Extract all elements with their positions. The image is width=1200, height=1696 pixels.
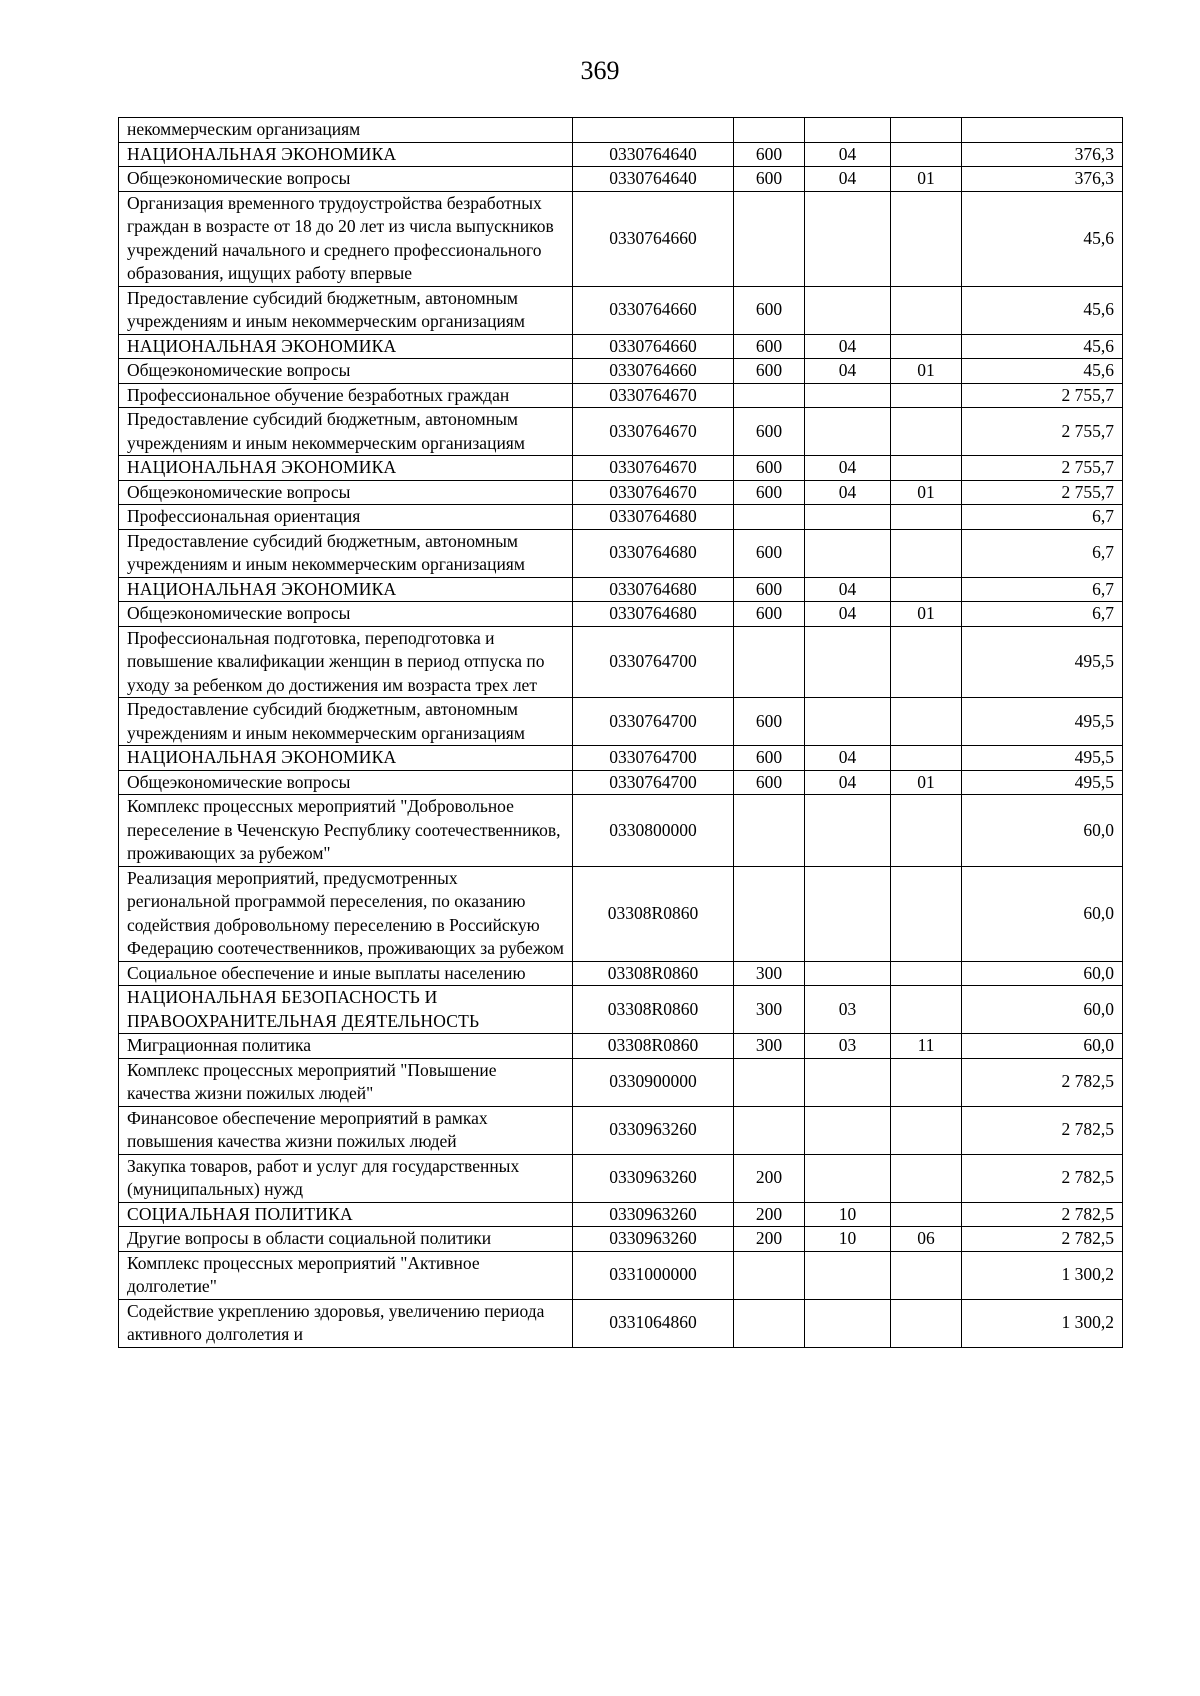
row-subsection-cell: 01 [891, 359, 962, 384]
table-row [119, 1299, 1123, 1347]
row-code-cell: 0330764670 [573, 480, 734, 505]
row-section-cell [805, 795, 891, 867]
page-number: 369 [580, 56, 620, 85]
table-row [119, 142, 1123, 167]
row-subsection-cell [891, 626, 962, 698]
table-row [119, 359, 1123, 384]
row-expense-type-cell: 200 [734, 1154, 805, 1202]
row-subsection-cell [891, 866, 962, 961]
row-name-cell: НАЦИОНАЛЬНАЯ ЭКОНОМИКА [119, 577, 573, 602]
row-amount-cell: 1 300,2 [962, 1299, 1123, 1347]
row-code-cell: 0330764640 [573, 142, 734, 167]
row-subsection-cell [891, 746, 962, 771]
row-amount-cell: 2 782,5 [962, 1227, 1123, 1252]
row-amount-cell: 6,7 [962, 529, 1123, 577]
table-row [119, 505, 1123, 530]
row-expense-type-cell: 600 [734, 286, 805, 334]
row-section-cell: 10 [805, 1227, 891, 1252]
row-expense-type-cell: 300 [734, 961, 805, 986]
row-expense-type-cell: 600 [734, 334, 805, 359]
row-amount-cell: 60,0 [962, 986, 1123, 1034]
row-subsection-cell [891, 577, 962, 602]
row-name-cell: НАЦИОНАЛЬНАЯ ЭКОНОМИКА [119, 456, 573, 481]
row-amount-cell: 376,3 [962, 142, 1123, 167]
row-subsection-cell [891, 408, 962, 456]
row-code-cell: 0330963260 [573, 1154, 734, 1202]
row-subsection-cell [891, 698, 962, 746]
row-amount-cell: 495,5 [962, 770, 1123, 795]
row-name-cell: НАЦИОНАЛЬНАЯ ЭКОНОМИКА [119, 334, 573, 359]
row-code-cell [573, 118, 734, 143]
row-amount-cell: 2 755,7 [962, 408, 1123, 456]
row-expense-type-cell: 300 [734, 1034, 805, 1059]
row-name-cell: Предоставление субсидий бюджетным, автономным учреждениям и иным некоммерческим организациям [119, 408, 573, 456]
row-expense-type-cell [734, 1058, 805, 1106]
table-row [119, 1058, 1123, 1106]
row-expense-type-cell: 600 [734, 480, 805, 505]
row-subsection-cell [891, 1106, 962, 1154]
row-name-cell: Профессиональная ориентация [119, 505, 573, 530]
row-code-cell: 03308R0860 [573, 986, 734, 1034]
row-subsection-cell [891, 529, 962, 577]
row-amount-cell: 2 782,5 [962, 1106, 1123, 1154]
table-row [119, 1251, 1123, 1299]
table-row [119, 577, 1123, 602]
row-subsection-cell [891, 505, 962, 530]
table-row [119, 408, 1123, 456]
row-section-cell [805, 1299, 891, 1347]
row-expense-type-cell: 600 [734, 408, 805, 456]
row-section-cell: 04 [805, 359, 891, 384]
row-code-cell: 0330963260 [573, 1202, 734, 1227]
row-code-cell: 0331000000 [573, 1251, 734, 1299]
row-expense-type-cell: 600 [734, 142, 805, 167]
row-section-cell: 04 [805, 577, 891, 602]
table-row [119, 383, 1123, 408]
row-code-cell: 0330764700 [573, 626, 734, 698]
row-expense-type-cell: 300 [734, 986, 805, 1034]
row-name-cell: Общеэкономические вопросы [119, 359, 573, 384]
row-section-cell: 03 [805, 1034, 891, 1059]
row-amount-cell: 1 300,2 [962, 1251, 1123, 1299]
table-row [119, 1227, 1123, 1252]
table-row [119, 626, 1123, 698]
row-code-cell: 0330764660 [573, 286, 734, 334]
row-expense-type-cell [734, 1106, 805, 1154]
row-amount-cell: 45,6 [962, 334, 1123, 359]
row-amount-cell: 45,6 [962, 191, 1123, 286]
table-row [119, 795, 1123, 867]
row-section-cell [805, 118, 891, 143]
row-code-cell: 0330764680 [573, 602, 734, 627]
row-subsection-cell [891, 1154, 962, 1202]
row-name-cell: Реализация мероприятий, предусмотренных региональной программой переселения, по оказанию содействия добровольному переселению в Российскую Федерацию соотечественников, проживающих за рубежом [119, 866, 573, 961]
row-expense-type-cell [734, 1299, 805, 1347]
table-body [119, 118, 1123, 1348]
row-expense-type-cell [734, 383, 805, 408]
row-section-cell [805, 1106, 891, 1154]
table-row [119, 529, 1123, 577]
row-expense-type-cell: 600 [734, 577, 805, 602]
table-row [119, 191, 1123, 286]
row-code-cell: 0330963260 [573, 1227, 734, 1252]
row-section-cell: 04 [805, 142, 891, 167]
row-section-cell [805, 866, 891, 961]
row-expense-type-cell [734, 626, 805, 698]
row-name-cell: НАЦИОНАЛЬНАЯ ЭКОНОМИКА [119, 142, 573, 167]
row-subsection-cell [891, 795, 962, 867]
row-name-cell: некоммерческим организациям [119, 118, 573, 143]
row-amount-cell: 495,5 [962, 626, 1123, 698]
row-code-cell: 0330900000 [573, 1058, 734, 1106]
row-expense-type-cell: 600 [734, 529, 805, 577]
table-row [119, 334, 1123, 359]
row-amount-cell [962, 118, 1123, 143]
row-amount-cell: 45,6 [962, 286, 1123, 334]
row-subsection-cell [891, 1299, 962, 1347]
row-code-cell: 0330764680 [573, 505, 734, 530]
table-row [119, 1106, 1123, 1154]
row-amount-cell: 495,5 [962, 746, 1123, 771]
row-section-cell: 04 [805, 480, 891, 505]
row-subsection-cell [891, 142, 962, 167]
row-expense-type-cell [734, 866, 805, 961]
row-amount-cell: 6,7 [962, 602, 1123, 627]
row-subsection-cell [891, 986, 962, 1034]
row-name-cell: Предоставление субсидий бюджетным, автономным учреждениям и иным некоммерческим организациям [119, 286, 573, 334]
row-section-cell: 04 [805, 770, 891, 795]
row-code-cell: 0330764680 [573, 529, 734, 577]
row-code-cell: 0330764700 [573, 770, 734, 795]
row-section-cell [805, 626, 891, 698]
row-expense-type-cell: 200 [734, 1202, 805, 1227]
table-row [119, 866, 1123, 961]
row-code-cell: 0330764680 [573, 577, 734, 602]
row-subsection-cell [891, 961, 962, 986]
row-name-cell: Комплекс процессных мероприятий "Активное долголетие" [119, 1251, 573, 1299]
row-subsection-cell [891, 286, 962, 334]
row-section-cell: 04 [805, 167, 891, 192]
row-code-cell: 0330764700 [573, 698, 734, 746]
row-subsection-cell: 01 [891, 167, 962, 192]
row-code-cell: 0330764670 [573, 408, 734, 456]
row-section-cell [805, 191, 891, 286]
row-amount-cell: 60,0 [962, 795, 1123, 867]
row-amount-cell: 60,0 [962, 961, 1123, 986]
table-row [119, 961, 1123, 986]
row-name-cell: Другие вопросы в области социальной политики [119, 1227, 573, 1252]
row-section-cell [805, 505, 891, 530]
row-name-cell: Финансовое обеспечение мероприятий в рамках повышения качества жизни пожилых людей [119, 1106, 573, 1154]
row-code-cell: 03308R0860 [573, 866, 734, 961]
row-code-cell: 0330764670 [573, 456, 734, 481]
row-code-cell: 0330963260 [573, 1106, 734, 1154]
row-subsection-cell: 01 [891, 602, 962, 627]
row-code-cell: 0331064860 [573, 1299, 734, 1347]
row-amount-cell: 2 755,7 [962, 383, 1123, 408]
row-expense-type-cell: 200 [734, 1227, 805, 1252]
row-amount-cell: 2 782,5 [962, 1202, 1123, 1227]
row-amount-cell: 6,7 [962, 577, 1123, 602]
row-subsection-cell: 06 [891, 1227, 962, 1252]
row-subsection-cell [891, 383, 962, 408]
row-code-cell: 03308R0860 [573, 1034, 734, 1059]
row-code-cell: 0330764700 [573, 746, 734, 771]
row-section-cell [805, 286, 891, 334]
row-name-cell: Общеэкономические вопросы [119, 770, 573, 795]
row-name-cell: НАЦИОНАЛЬНАЯ БЕЗОПАСНОСТЬ И ПРАВООХРАНИТЕЛЬНАЯ ДЕЯТЕЛЬНОСТЬ [119, 986, 573, 1034]
row-section-cell [805, 408, 891, 456]
table-row [119, 1154, 1123, 1202]
row-amount-cell: 495,5 [962, 698, 1123, 746]
row-section-cell [805, 1154, 891, 1202]
row-section-cell [805, 1058, 891, 1106]
row-name-cell: Профессиональная подготовка, переподготовка и повышение квалификации женщин в период отпуска по уходу за ребенком до достижения им возраста трех лет [119, 626, 573, 698]
row-amount-cell: 2 755,7 [962, 456, 1123, 481]
row-amount-cell: 60,0 [962, 866, 1123, 961]
row-expense-type-cell: 600 [734, 770, 805, 795]
row-amount-cell: 2 782,5 [962, 1058, 1123, 1106]
row-code-cell: 0330764660 [573, 191, 734, 286]
row-expense-type-cell [734, 505, 805, 530]
row-name-cell: Социальное обеспечение и иные выплаты населению [119, 961, 573, 986]
row-subsection-cell: 11 [891, 1034, 962, 1059]
row-subsection-cell: 01 [891, 770, 962, 795]
row-section-cell [805, 961, 891, 986]
row-amount-cell: 6,7 [962, 505, 1123, 530]
row-name-cell: НАЦИОНАЛЬНАЯ ЭКОНОМИКА [119, 746, 573, 771]
row-name-cell: Содействие укреплению здоровья, увеличению периода активного долголетия и [119, 1299, 573, 1347]
row-name-cell: Общеэкономические вопросы [119, 167, 573, 192]
row-amount-cell: 45,6 [962, 359, 1123, 384]
row-code-cell: 0330764660 [573, 359, 734, 384]
row-expense-type-cell: 600 [734, 746, 805, 771]
row-expense-type-cell: 600 [734, 359, 805, 384]
row-subsection-cell [891, 1058, 962, 1106]
table-row [119, 286, 1123, 334]
row-section-cell [805, 529, 891, 577]
row-name-cell: Комплекс процессных мероприятий "Добровольное переселение в Чеченскую Республику соотечественников, проживающих за рубежом" [119, 795, 573, 867]
row-amount-cell: 2 755,7 [962, 480, 1123, 505]
row-name-cell: Миграционная политика [119, 1034, 573, 1059]
row-name-cell: Профессиональное обучение безработных граждан [119, 383, 573, 408]
row-amount-cell: 2 782,5 [962, 1154, 1123, 1202]
row-name-cell: СОЦИАЛЬНАЯ ПОЛИТИКА [119, 1202, 573, 1227]
row-section-cell: 10 [805, 1202, 891, 1227]
row-section-cell [805, 698, 891, 746]
row-expense-type-cell: 600 [734, 167, 805, 192]
row-expense-type-cell [734, 118, 805, 143]
row-amount-cell: 376,3 [962, 167, 1123, 192]
row-code-cell: 0330764660 [573, 334, 734, 359]
row-expense-type-cell: 600 [734, 456, 805, 481]
table-row [119, 480, 1123, 505]
row-subsection-cell [891, 334, 962, 359]
row-name-cell: Предоставление субсидий бюджетным, автономным учреждениям и иным некоммерческим организациям [119, 698, 573, 746]
row-name-cell: Комплекс процессных мероприятий "Повышение качества жизни пожилых людей" [119, 1058, 573, 1106]
row-code-cell: 0330764640 [573, 167, 734, 192]
table-row [119, 770, 1123, 795]
table-row [119, 456, 1123, 481]
row-section-cell: 04 [805, 334, 891, 359]
table-row [119, 986, 1123, 1034]
row-expense-type-cell: 600 [734, 698, 805, 746]
row-section-cell: 04 [805, 746, 891, 771]
row-section-cell [805, 383, 891, 408]
row-section-cell [805, 1251, 891, 1299]
budget-table [118, 117, 1123, 1348]
row-name-cell: Общеэкономические вопросы [119, 602, 573, 627]
row-subsection-cell [891, 1202, 962, 1227]
table-row [119, 118, 1123, 143]
row-subsection-cell: 01 [891, 480, 962, 505]
row-subsection-cell [891, 1251, 962, 1299]
row-section-cell: 04 [805, 456, 891, 481]
row-section-cell: 04 [805, 602, 891, 627]
row-code-cell: 03308R0860 [573, 961, 734, 986]
row-expense-type-cell: 600 [734, 602, 805, 627]
row-name-cell: Закупка товаров, работ и услуг для государственных (муниципальных) нужд [119, 1154, 573, 1202]
row-code-cell: 0330800000 [573, 795, 734, 867]
row-expense-type-cell [734, 191, 805, 286]
row-name-cell: Общеэкономические вопросы [119, 480, 573, 505]
row-subsection-cell [891, 118, 962, 143]
table-row [119, 746, 1123, 771]
row-name-cell: Предоставление субсидий бюджетным, автономным учреждениям и иным некоммерческим организациям [119, 529, 573, 577]
row-section-cell: 03 [805, 986, 891, 1034]
row-name-cell: Организация временного трудоустройства безработных граждан в возрасте от 18 до 20 лет из числа выпускников учреждений начального и среднего профессионального образования, ищущих работу впервые [119, 191, 573, 286]
row-subsection-cell [891, 456, 962, 481]
row-amount-cell: 60,0 [962, 1034, 1123, 1059]
table-row [119, 698, 1123, 746]
row-expense-type-cell [734, 795, 805, 867]
table-row [119, 1034, 1123, 1059]
row-subsection-cell [891, 191, 962, 286]
table-row [119, 167, 1123, 192]
row-code-cell: 0330764670 [573, 383, 734, 408]
table-row [119, 1202, 1123, 1227]
row-expense-type-cell [734, 1251, 805, 1299]
table-row [119, 602, 1123, 627]
